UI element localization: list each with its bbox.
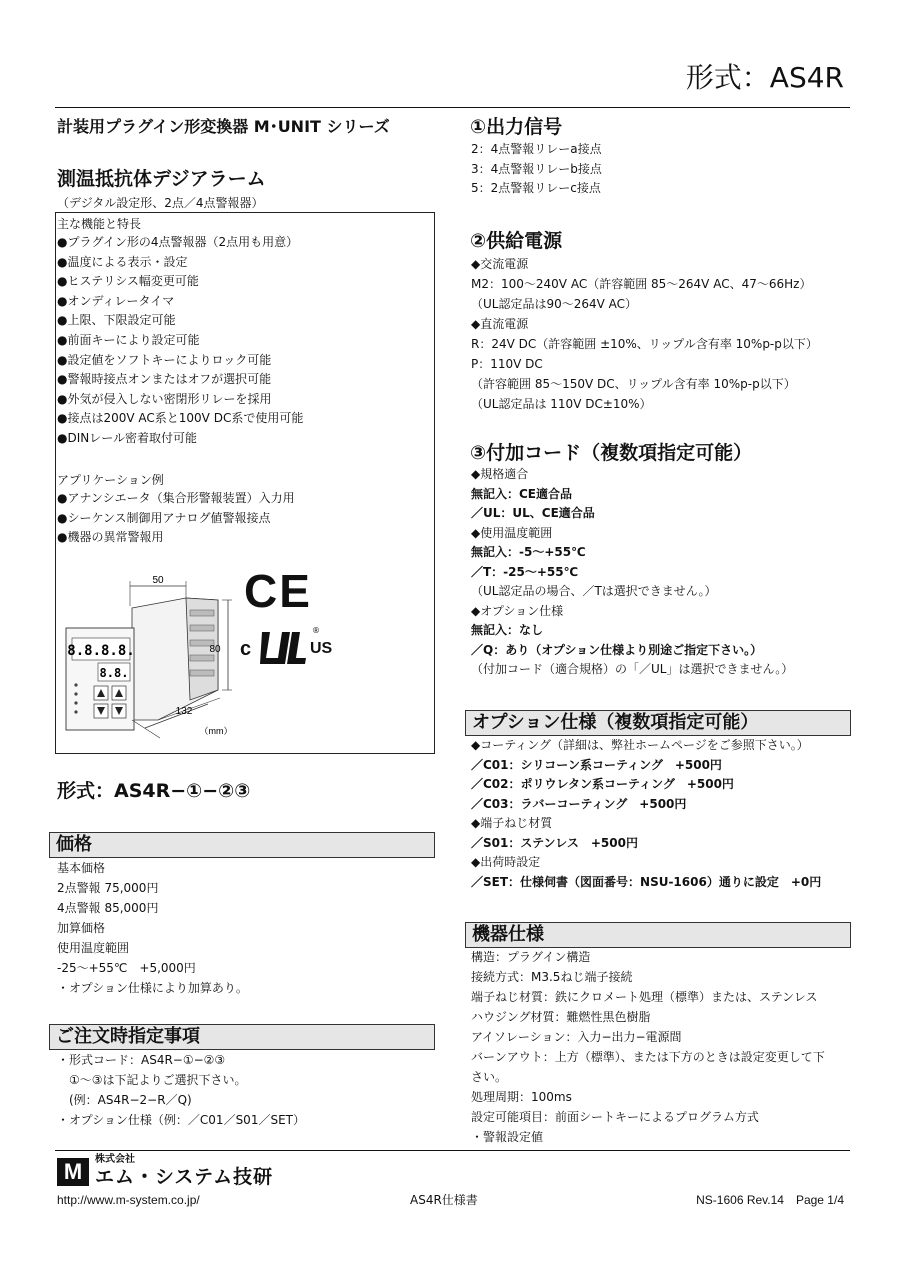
applications-title: アプリケーション例 [57, 473, 164, 487]
list-item: 基本価格 [57, 861, 106, 875]
logo-small-text: 株式会社 [95, 1154, 135, 1165]
spec-header: 機器仕様 [465, 922, 851, 948]
page-title: 形式：AS4R [685, 61, 844, 94]
list-item: ●上限、下限設定可能 [57, 313, 176, 328]
list-item: 使用温度範囲 [57, 941, 130, 955]
list-item: ・オプション仕様により加算あり。 [57, 981, 248, 995]
product-name: 測温抵抗体デジアラーム [57, 168, 266, 190]
list-item: ●設定値をソフトキーによりロック可能 [57, 352, 272, 367]
list-item: 接続方式：M3.5ねじ端子接続 [471, 970, 633, 984]
list-item: 4点警報 85,000円 [57, 901, 159, 915]
dim-depth-label: 132 [175, 706, 193, 717]
model-code: 形式：AS4R−①−②③ [57, 780, 251, 802]
list-item: アイソレーション：入力−出力−電源間 [471, 1030, 682, 1044]
list-item: ／C01：シリコーン系コーティング +500円 [471, 757, 722, 772]
list-item: 処理周期：100ms [471, 1090, 572, 1104]
list-item: ●シーケンス制御用アナログ値警報接点 [57, 510, 271, 525]
price-list [57, 858, 248, 998]
ul-us-letters: US [310, 640, 333, 657]
application-list [57, 489, 295, 548]
list-item: ●ヒステリシス幅変更可能 [57, 274, 199, 289]
list-item: 無記入：CE適合品 [471, 486, 573, 501]
footer-url[interactable]: http://www.m-system.co.jp/ [57, 1193, 200, 1207]
list-item: ◆出荷時設定 [471, 855, 541, 869]
option-header: オプション仕様（複数項指定可能） [465, 710, 851, 736]
footer-rule [55, 1150, 850, 1151]
list-item: 無記入：なし [471, 623, 544, 637]
list-item: （付加コード（適合規格）の「／UL」は選択できません。） [471, 662, 794, 676]
ul-c-letter: c [240, 638, 252, 660]
list-item: 加算価格 [57, 921, 106, 935]
features-title: 主な機能と特長 [57, 217, 142, 231]
logo-main-text: エム・システム技研 [95, 1166, 274, 1188]
company-logo [57, 1154, 297, 1190]
addcode-list [471, 465, 793, 680]
list-item: ・オプション仕様（例：／C01／S01／SET） [57, 1113, 305, 1127]
list-item: ・形式コード：AS4R−①−②③ [57, 1053, 226, 1067]
list-item: R：24V DC（許容範囲 ±10%、リップル含有率 10%p-p以下） [471, 337, 818, 351]
list-item: （UL認定品の場合、／Tは選択できません。） [471, 584, 717, 598]
output-list [471, 140, 602, 199]
list-item: ／C02：ポリウレタン系コーティング +500円 [471, 777, 734, 791]
list-item: バーンアウト：上方（標準）、または下方のときは設定変更して下 [471, 1050, 825, 1064]
footer-doc-name: AS4R仕様書 [410, 1193, 478, 1207]
output-title: ①出力信号 [470, 116, 563, 138]
list-item: ◆コーティング（詳細は、弊社ホームページをご参照下さい。） [471, 738, 809, 752]
spec-list [471, 947, 825, 1147]
list-item: 3：4点警報リレーb接点 [471, 161, 602, 176]
list-item: ●接点は200V AC系と100V DC系で使用可能 [57, 411, 304, 426]
order-header: ご注文時指定事項 [49, 1024, 435, 1050]
footer-doc-ref: NS-1606 Rev.14 Page 1/4 [696, 1193, 844, 1207]
power-list [471, 254, 818, 414]
list-item: ／T：-25〜+55℃ [471, 564, 579, 579]
list-item: ・警報設定値 [471, 1130, 544, 1144]
ul-registered-mark: ® [312, 626, 320, 635]
list-item: 2点警報 75,000円 [57, 881, 159, 895]
option-list [471, 736, 821, 892]
product-drawing [60, 570, 260, 750]
product-subtitle: （デジタル設定形、2点／4点警報器） [57, 196, 264, 210]
display-top: 8.8.8.8. [67, 643, 135, 659]
list-item: ／Q：あり（オプション仕様より別途ご指定下さい。） [471, 642, 763, 657]
list-item: ◆規格適合 [471, 467, 529, 481]
addcode-title: ③付加コード（複数項指定可能） [470, 442, 753, 464]
list-item: ／SET：仕様伺書（図面番号：NSU-1606）通りに設定 +0円 [471, 874, 822, 889]
price-header: 価格 [49, 832, 435, 858]
list-item: （許容範囲 85〜150V DC、リップル含有率 10%p-p以下） [471, 377, 796, 391]
list-item: ●プラグイン形の4点警報器（2点用も用意） [57, 235, 299, 249]
ul-logo-icon [256, 628, 312, 668]
list-item: ●アナンシエータ（集合形警報装置）入力用 [57, 491, 295, 505]
list-item: 5：2点警報リレーc接点 [471, 181, 601, 195]
list-item: 無記入：-5〜+55℃ [471, 545, 586, 559]
list-item: 設定可能項目：前面シートキーによるプログラム方式 [471, 1110, 759, 1124]
list-item: ●機器の異常警報用 [57, 530, 164, 545]
display-bottom: 8.8. [99, 666, 129, 680]
dim-height-label: 80 [209, 644, 221, 655]
list-item: ●オンディレータイマ [57, 293, 175, 308]
list-item: ／UL：UL、CE適合品 [471, 506, 595, 520]
list-item: ◆交流電源 [471, 257, 529, 271]
list-item: M2：100〜240V AC（許容範囲 85〜264V AC、47〜66Hz） [471, 277, 812, 291]
ul-mark [240, 628, 340, 668]
list-item: ◆オプション仕様 [471, 603, 564, 618]
list-item: -25〜+55℃ +5,000円 [57, 961, 196, 975]
list-item: ●DINレール密着取付可能 [57, 430, 197, 445]
list-item: ／S01：ステンレス +500円 [471, 835, 638, 850]
series-name: 計装用プラグイン形変換器 M･UNIT シリーズ [57, 117, 390, 136]
list-item: ●外気が侵入しない密閉形リレーを採用 [57, 391, 272, 406]
list-item: P：110V DC [471, 357, 543, 371]
list-item: ●温度による表示・設定 [57, 254, 188, 269]
list-item: （UL認定品は 110V DC±10%） [471, 397, 652, 411]
list-item: （UL認定品は90〜264V AC） [471, 297, 638, 311]
unit-label: （mm） [199, 726, 233, 736]
list-item: ◆直流電源 [471, 317, 529, 331]
list-item: 2：4点警報リレーa接点 [471, 142, 602, 156]
order-list [57, 1050, 305, 1130]
ce-mark: CE [244, 565, 312, 617]
list-item: ●警報時接点オンまたはオフが選択可能 [57, 372, 272, 387]
power-title: ②供給電源 [470, 230, 563, 252]
list-item: さい。 [471, 1070, 508, 1084]
feature-list [57, 233, 303, 449]
list-item: 構造：プラグイン構造 [471, 950, 591, 964]
list-item: (例：AS4R−2−R／Q) [57, 1093, 192, 1107]
dim-width-label: 50 [152, 575, 164, 586]
list-item: ①〜③は下記よりご選択下さい。 [57, 1073, 247, 1087]
logo-mark-icon: M [57, 1158, 89, 1186]
list-item: 端子ねじ材質：鉄にクロメート処理（標準）または、ステンレス [471, 990, 818, 1004]
list-item: ◆使用温度範囲 [471, 525, 553, 540]
header-rule [55, 107, 850, 108]
list-item: ◆端子ねじ材質 [471, 816, 553, 830]
list-item: ●前面キーにより設定可能 [57, 332, 200, 347]
list-item: ハウジング材質：難燃性黒色樹脂 [471, 1010, 651, 1024]
list-item: ／C03：ラバーコーティング +500円 [471, 796, 687, 811]
